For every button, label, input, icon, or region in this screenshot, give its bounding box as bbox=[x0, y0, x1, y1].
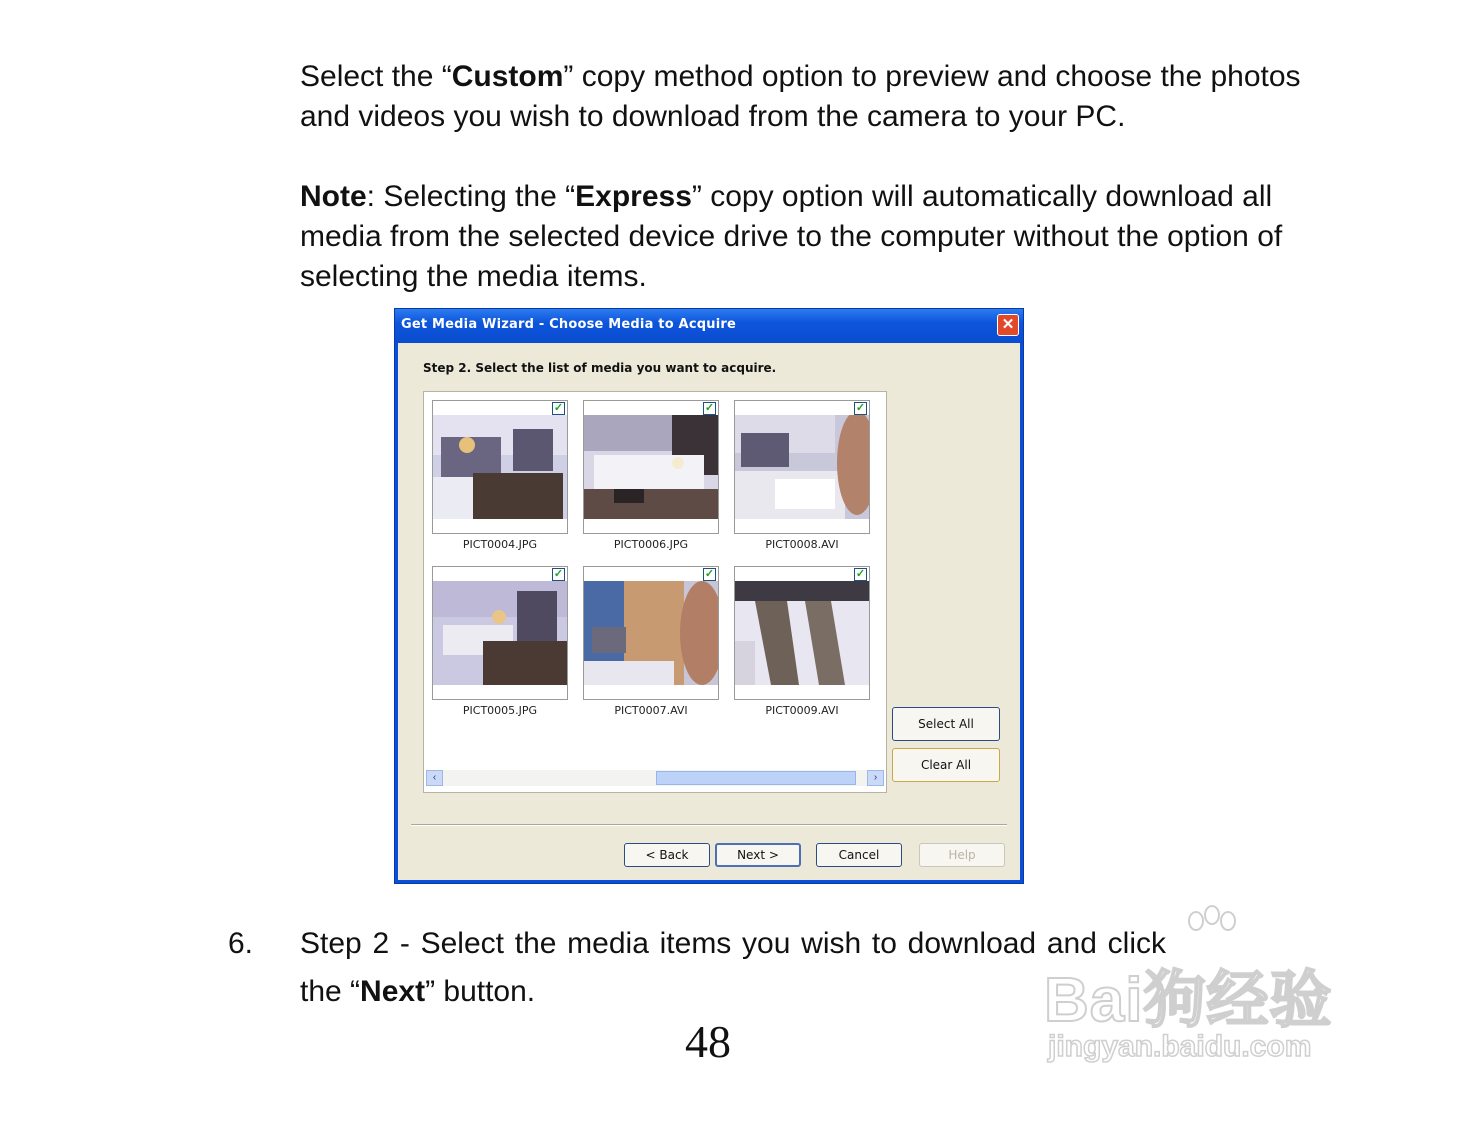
intro-paragraph: Select the “Custom” copy method option to preview and choose the photos and videos you wish to download from the camera to your PC. bbox=[300, 60, 1301, 133]
cancel-button[interactable]: Cancel bbox=[816, 843, 902, 867]
media-item[interactable] bbox=[583, 566, 719, 717]
dialog-title: Get Media Wizard - Choose Media to Acquire bbox=[401, 317, 736, 332]
media-item[interactable] bbox=[432, 400, 568, 551]
checkbox-checked-icon[interactable]: ✓ bbox=[553, 402, 564, 414]
select-all-button[interactable]: Select All bbox=[892, 707, 1000, 741]
note-label: Note bbox=[300, 180, 367, 213]
get-media-wizard-dialog bbox=[394, 308, 1024, 884]
note-paragraph: Note: Selecting the “Express” copy option will automatically download all media from the selected device drive to the computer without the option of selecting the media items. bbox=[300, 180, 1283, 293]
media-gallery bbox=[423, 391, 887, 793]
scroll-right-icon[interactable]: › bbox=[867, 770, 884, 786]
media-item[interactable] bbox=[583, 400, 719, 551]
media-thumbnail[interactable] bbox=[432, 566, 568, 700]
button-separator bbox=[411, 824, 1007, 826]
media-filename: PICT0006.JPG bbox=[613, 538, 689, 551]
scroll-left-icon[interactable]: ‹ bbox=[426, 770, 443, 786]
media-item[interactable] bbox=[432, 566, 568, 717]
page-number: 48 bbox=[685, 1016, 731, 1067]
video-thumbnail-image bbox=[735, 581, 869, 685]
scrollbar-thumb[interactable] bbox=[656, 771, 856, 785]
dialog-client-area bbox=[398, 343, 1020, 880]
checkbox-checked-icon[interactable]: ✓ bbox=[704, 568, 715, 580]
back-button[interactable]: < Back bbox=[624, 843, 710, 867]
media-thumbnail[interactable] bbox=[734, 400, 870, 534]
media-item[interactable] bbox=[734, 566, 870, 717]
next-button[interactable]: Next > bbox=[715, 843, 801, 867]
media-filename: PICT0005.JPG bbox=[462, 704, 538, 717]
watermark-logo-text: Bai狗经验 bbox=[1044, 966, 1333, 1035]
video-thumbnail-image bbox=[584, 581, 718, 685]
step-number: 6. bbox=[228, 927, 254, 960]
checkbox-checked-icon[interactable]: ✓ bbox=[855, 402, 866, 414]
media-filename: PICT0008.AVI bbox=[765, 538, 839, 551]
media-thumbnail[interactable] bbox=[734, 566, 870, 700]
checkbox-checked-icon[interactable]: ✓ bbox=[553, 568, 564, 580]
step-label: Step 2. Select the list of media you want to acquire. bbox=[423, 361, 777, 375]
photo-thumbnail-image bbox=[584, 415, 718, 519]
media-thumbnail[interactable] bbox=[583, 400, 719, 534]
video-thumbnail-image bbox=[735, 415, 869, 519]
media-thumbnail[interactable] bbox=[583, 566, 719, 700]
media-thumbnail[interactable] bbox=[432, 400, 568, 534]
media-filename: PICT0007.AVI bbox=[614, 704, 688, 717]
dialog-titlebar bbox=[395, 309, 1023, 343]
watermark-url: jingyan.baidu.com bbox=[1048, 1030, 1312, 1063]
horizontal-scrollbar[interactable] bbox=[426, 770, 884, 786]
checkbox-checked-icon[interactable]: ✓ bbox=[855, 568, 866, 580]
checkbox-checked-icon[interactable]: ✓ bbox=[704, 402, 715, 414]
media-filename: PICT0009.AVI bbox=[765, 704, 839, 717]
photo-thumbnail-image bbox=[433, 581, 567, 685]
help-button: Help bbox=[919, 843, 1005, 867]
media-filename: PICT0004.JPG bbox=[462, 538, 538, 551]
step-6-text: Step 2 - Select the media items you wish to download and click the “Next” button. bbox=[300, 927, 1166, 1008]
media-item[interactable] bbox=[734, 400, 870, 551]
close-icon[interactable]: ✕ bbox=[997, 314, 1019, 336]
clear-all-button[interactable]: Clear All bbox=[892, 748, 1000, 782]
baidu-watermark bbox=[1044, 905, 1384, 1080]
photo-thumbnail-image bbox=[433, 415, 567, 519]
